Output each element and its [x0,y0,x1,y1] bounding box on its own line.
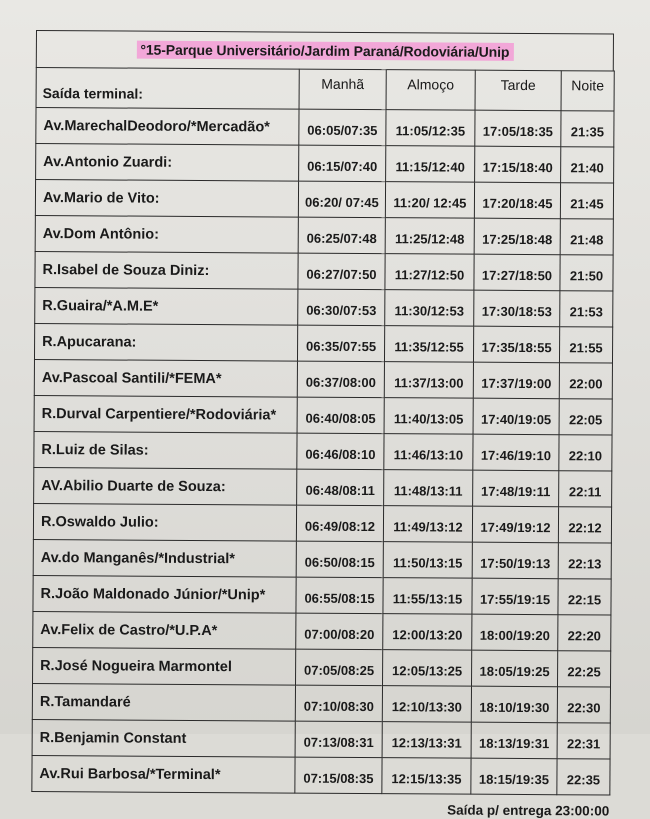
table-row [35,215,613,255]
time-tarde: 17:25/18:48 [474,218,560,255]
time-noite: 22:05 [559,399,612,435]
table-row [34,467,612,507]
time-almoco: 11:50/13:15 [383,542,472,579]
time-noite: 22:13 [558,543,611,579]
time-tarde: 18:13/19:31 [471,722,557,759]
time-noite: 22:31 [557,723,610,759]
time-noite: 22:00 [559,363,612,399]
time-manha: 06:05/07:35 [299,109,386,146]
table-row [32,755,610,795]
time-tarde: 17:37/19:00 [473,362,559,399]
time-almoco: 11:37/13:00 [384,362,473,399]
time-noite: 21:45 [560,183,613,219]
time-almoco: 12:05/13:25 [383,650,472,687]
time-noite: 22:20 [558,615,611,651]
street-name: R.Guaira/*A.M.E* [35,287,298,325]
delivery-departure: Saída p/ entrega 23:00:00 [447,802,610,819]
time-manha: 07:05/08:25 [296,649,383,686]
time-tarde: 17:20/18:45 [474,182,560,219]
street-name: Av.MarechalDeodoro/*Mercadão* [36,108,299,146]
time-noite: 21:48 [560,219,613,255]
street-name: Av.Mario de Vito: [35,180,298,218]
header-row [36,68,614,112]
time-manha: 06:25/07:48 [298,217,385,254]
street-name: Av.Pascoal Santili/*FEMA* [34,359,297,397]
time-almoco: 12:13/13:31 [382,722,471,759]
street-name: R.Benjamin Constant [32,719,295,757]
time-manha: 07:10/08:30 [295,685,382,722]
time-almoco: 11:05/12:35 [386,110,475,147]
time-tarde: 18:00/19:20 [472,614,558,651]
table-row [35,251,613,291]
table-row [34,323,612,363]
time-manha: 06:48/08:11 [297,469,384,506]
header-noite: Noite [561,71,614,111]
time-noite: 22:35 [557,759,610,795]
table-row [33,611,611,651]
time-noite: 21:35 [561,111,614,147]
time-tarde: 17:48/19:11 [473,470,559,507]
timetable [31,67,614,796]
time-almoco: 11:48/13:11 [384,470,473,507]
time-tarde: 18:10/19:30 [471,686,557,723]
time-manha: 06:49/08:12 [296,505,383,542]
time-manha: 06:15/07:40 [299,145,386,182]
header-terminal: Saída terminal: [36,68,299,110]
time-tarde: 17:40/19:05 [473,398,559,435]
street-name: Av.Felix de Castro/*U.P.A* [33,611,296,649]
table-row [33,539,611,579]
time-noite: 21:50 [560,255,613,291]
table-row [35,180,613,220]
table-row [33,575,611,615]
time-almoco: 11:25/12:48 [385,218,474,255]
time-tarde: 17:15/18:40 [475,146,561,183]
street-name: AV.Abilio Duarte de Souza: [34,467,297,505]
time-almoco: 12:15/13:35 [382,758,471,795]
street-name: Av.Dom Antônio: [35,215,298,253]
time-noite: 22:11 [559,471,612,507]
time-manha: 06:55/08:15 [296,577,383,614]
street-name: Av.Antonio Zuardi: [36,144,299,182]
street-name: R.Oswaldo Julio: [33,503,296,541]
time-almoco: 11:15/12:40 [386,146,475,183]
time-manha: 07:00/08:20 [296,613,383,650]
time-manha: 06:37/08:00 [297,361,384,398]
time-manha: 06:40/08:05 [297,397,384,434]
time-tarde: 18:05/19:25 [471,650,557,687]
table-row [33,647,611,687]
schedule [31,30,614,819]
time-almoco: 11:40/13:05 [384,398,473,435]
time-noite: 22:12 [558,507,611,543]
table-row [34,431,612,471]
table-row [33,503,611,543]
time-almoco: 11:35/12:55 [384,326,473,363]
time-tarde: 17:46/19:10 [473,434,559,471]
street-name: R.João Maldonado Júnior/*Unip* [33,575,296,613]
time-noite: 21:53 [560,291,613,327]
time-manha: 06:20/ 07:45 [298,181,385,218]
street-name: R.José Nogueira Marmontel [33,647,296,685]
title-box [36,30,614,71]
time-noite: 21:40 [561,147,614,183]
time-almoco: 12:10/13:30 [382,686,471,723]
time-tarde: 17:27/18:50 [474,254,560,291]
header-tarde: Tarde [475,70,561,111]
time-almoco: 11:27/12:50 [385,254,474,291]
time-noite: 21:55 [559,327,612,363]
time-tarde: 17:05/18:35 [475,110,561,147]
time-tarde: 17:55/19:15 [472,578,558,615]
timetable-body [32,108,614,796]
street-name: R.Tamandaré [32,683,295,721]
time-tarde: 17:50/19:13 [472,542,558,579]
street-name: R.Durval Carpentiere/*Rodoviária* [34,395,297,433]
time-tarde: 17:49/19:12 [472,506,558,543]
time-almoco: 11:55/13:15 [383,578,472,615]
table-row [32,683,610,723]
time-tarde: 17:30/18:53 [474,290,560,327]
street-name: Av.do Manganês/*Industrial* [33,539,296,577]
time-manha: 06:35/07:55 [297,325,384,362]
time-manha: 07:15/08:35 [295,757,382,794]
time-manha: 06:46/08:10 [297,433,384,470]
time-manha: 06:27/07:50 [298,253,385,290]
street-name: R.Luiz de Silas: [34,431,297,469]
header-almoco: Almoço [386,70,475,111]
time-manha: 07:13/08:31 [295,721,382,758]
route-title: °15-Parque Universitário/Jardim Paraná/Rodoviária/Unip [136,41,513,61]
time-noite: 22:25 [557,651,610,687]
time-noite: 22:30 [557,687,610,723]
table-row [34,359,612,399]
time-manha: 06:30/07:53 [298,289,385,326]
time-manha: 06:50/08:15 [296,541,383,578]
header-manha: Manhã [299,69,386,110]
street-name: R.Apucarana: [34,323,297,361]
table-row [32,719,610,759]
table-row [36,108,614,148]
time-almoco: 12:00/13:20 [383,614,472,651]
time-noite: 22:15 [558,579,611,615]
time-tarde: 18:15/19:35 [471,758,557,795]
time-almoco: 11:30/12:53 [385,290,474,327]
time-almoco: 11:46/13:10 [384,434,473,471]
table-row [34,395,612,435]
time-noite: 22:10 [559,435,612,471]
time-almoco: 11:49/13:12 [383,506,472,543]
table-row [36,144,614,184]
table-row [35,287,613,327]
street-name: R.Isabel de Souza Diniz: [35,251,298,289]
time-tarde: 17:35/18:55 [473,326,559,363]
time-almoco: 11:20/ 12:45 [385,182,474,219]
street-name: Av.Rui Barbosa/*Terminal* [32,755,295,793]
